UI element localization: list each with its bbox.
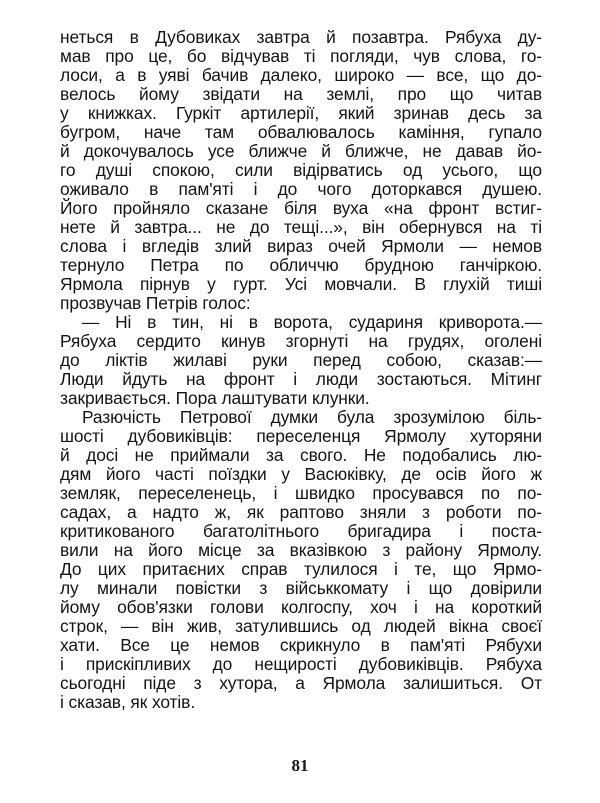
paragraph-2 [60, 313, 542, 408]
text-line: мав про це, бо відчував ті погляди, чув слова, го- [60, 46, 542, 66]
text-line: закривається. Пора лаштувати клунки. [60, 388, 370, 408]
text-line: оживало в пам'яті і до чого доторкався душею. [60, 179, 542, 199]
text-line: йому обов'язки голови колгоспу, хоч і на короткий [60, 597, 542, 617]
text-line: дям його часті поїздки у Васюківку, де осів його ж [60, 464, 542, 484]
text-line: велось йому звідати на землі, про що читав [60, 84, 542, 104]
text-line: вили на його місце за вказівкою з району Ярмолу. [60, 540, 542, 560]
text-line: До цих притаєних справ тулилося і те, що Ярмо- [60, 559, 542, 579]
paragraph-1 [60, 28, 542, 313]
text-line: Його пройняло сказане біля вуха «на фронт встиг- [60, 198, 542, 218]
page-number: 81 [291, 756, 309, 775]
text-line: лоси, а в уяві бачив далеко, широко — все, що до- [60, 65, 542, 85]
text-line: критикованого багатолітнього бригадира і поста- [60, 521, 542, 541]
text-line: неться в Дубовиках завтра й позавтра. Рябуха ду- [60, 27, 542, 47]
text-line: до ліктів жилаві руки перед собою, сказав:— [60, 350, 542, 370]
text-line: Разючість Петрової думки була зрозумілою біль- [82, 407, 542, 427]
text-line: земляк, переселенець, і швидко просувався по по- [60, 483, 542, 503]
text-line: і сказав, як хотів. [60, 692, 196, 712]
text-line: хати. Все це немов скрикнуло в пам'яті Рябухи [60, 635, 542, 655]
text-line: Ярмола пірнув у гурт. Усі мовчали. В глухій тиші [60, 274, 542, 294]
text-line: прозвучав Петрів голос: [60, 293, 251, 313]
text-line: і прискіпливих до нещирості дубовиківців. Рябуха [60, 654, 542, 674]
text-line: й докочувалось усе ближче й ближче, не давав йо- [60, 141, 542, 161]
paragraph-3 [60, 408, 542, 712]
text-line: нете й завтра... не до тещі...», він обернувся на ті [60, 217, 542, 237]
text-line: тернуло Петра по обличчю брудною ганчіркою. [60, 255, 542, 275]
text-line: лу минали повістки з військкомату і що довірили [60, 578, 542, 598]
text-line: Люди йдуть на фронт і люди зостаються. Мітинг [60, 369, 542, 389]
text-line: слова і вгледів злий вираз очей Ярмоли — немов [60, 236, 542, 256]
text-line: Рябуха сердито кинув згорнуті на грудях, оголені [60, 331, 542, 351]
text-line: садах, а надто ж, як раптово зняли з роботи по- [60, 502, 542, 522]
text-line: го душі спокою, сили відірватись од усього, що [60, 160, 542, 180]
text-line: сьогодні піде з хутора, а Ярмола залишиться. От [60, 673, 542, 693]
text-page [60, 28, 542, 712]
text-line: й досі не приймали за свого. Не подобались лю- [60, 445, 542, 465]
text-line: — Ні в тин, ні в ворота, судариня криворота.— [82, 312, 542, 332]
text-line: шості дубовиківців: переселенця Ярмолу хуторяни [60, 426, 542, 446]
text-line: у книжках. Гуркіт артилерії, який зринав десь за [60, 103, 542, 123]
text-line: строк, — він жив, затулившись од людей вікна своєї [60, 616, 542, 636]
text-line: бугром, наче там обвалювалось каміння, гупало [60, 122, 542, 142]
